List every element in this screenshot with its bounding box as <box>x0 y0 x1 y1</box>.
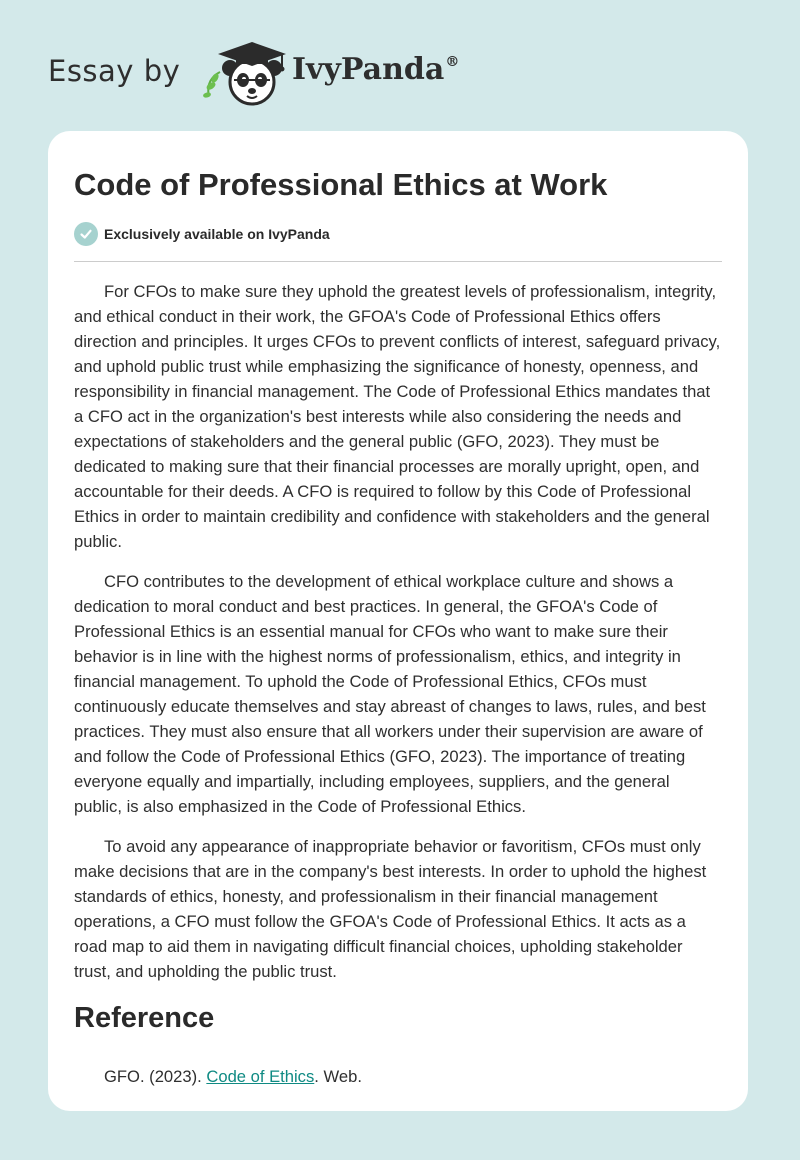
exclusive-label: Exclusively available on IvyPanda <box>104 226 330 242</box>
brand-name-text: IvyPanda <box>292 52 445 87</box>
reference-entry <box>104 1064 362 1089</box>
exclusive-badge <box>74 223 330 245</box>
reference-heading: Reference <box>74 1002 215 1034</box>
brand-prefix: Essay by <box>48 54 181 88</box>
checkmark-icon <box>74 222 98 246</box>
brand-header <box>48 38 508 108</box>
reference-suffix: . Web. <box>314 1067 362 1086</box>
paragraph: For CFOs to make sure they uphold the greatest levels of professionalism, integrity, and ethical conduct in their work, the GFOA's Code of Professional Ethics offers direction and principles. It urges CFOs to prevent conflicts of interest, safeguard privacy, and uphold public trust while emphasizing the significance of honesty, openness, and responsibility in financial management. The Code of Professional Ethics mandates that a CFO act in the organization's best interests while also considering the needs and expectations of stakeholders and the general public (GFO, 2023). They must be dedicated to making sure that their financial processes are morally upright, open, and accountable for their deeds. A CFO is required to follow by this Code of Professional Ethics in order to maintain credibility and confidence with stakeholders and the general public. <box>74 282 721 551</box>
reference-link[interactable]: Code of Ethics <box>206 1067 315 1086</box>
divider <box>74 261 722 262</box>
panda-graduate-icon <box>202 38 292 108</box>
registered-mark: ® <box>445 54 460 70</box>
brand-name <box>292 52 459 87</box>
essay-body <box>74 279 722 999</box>
paragraph: To avoid any appearance of inappropriate behavior or favoritism, CFOs must only make decisions that are in the company's best interests. In order to uphold the highest standards of ethics, honesty, and professionalism in their financial management operations, a CFO must follow the GFOA's Code of Professional Ethics. It acts as a road map to aid them in navigating difficult financial choices, upholding stakeholder trust, and upholding the public trust. <box>74 837 707 981</box>
page-title: Code of Professional Ethics at Work <box>74 167 608 202</box>
reference-prefix: GFO. (2023). <box>104 1067 207 1086</box>
paragraph: CFO contributes to the development of ethical workplace culture and shows a dedication to moral conduct and best practices. In general, the GFOA's Code of Professional Ethics is an essential manual for CFOs who want to make sure their behavior is in line with the highest norms of professionalism, ethics, and integrity in financial management. To uphold the Code of Professional Ethics, CFOs must continuously educate themselves and stay abreast of changes to laws, rules, and best practices. They must also ensure that all workers under their supervision are aware of and follow the Code of Professional Ethics (GFO, 2023). The importance of treating everyone equally and impartially, including employees, suppliers, and the general public, is also emphasized in the Code of Professional Ethics. <box>74 572 706 816</box>
essay-card <box>48 131 748 1111</box>
